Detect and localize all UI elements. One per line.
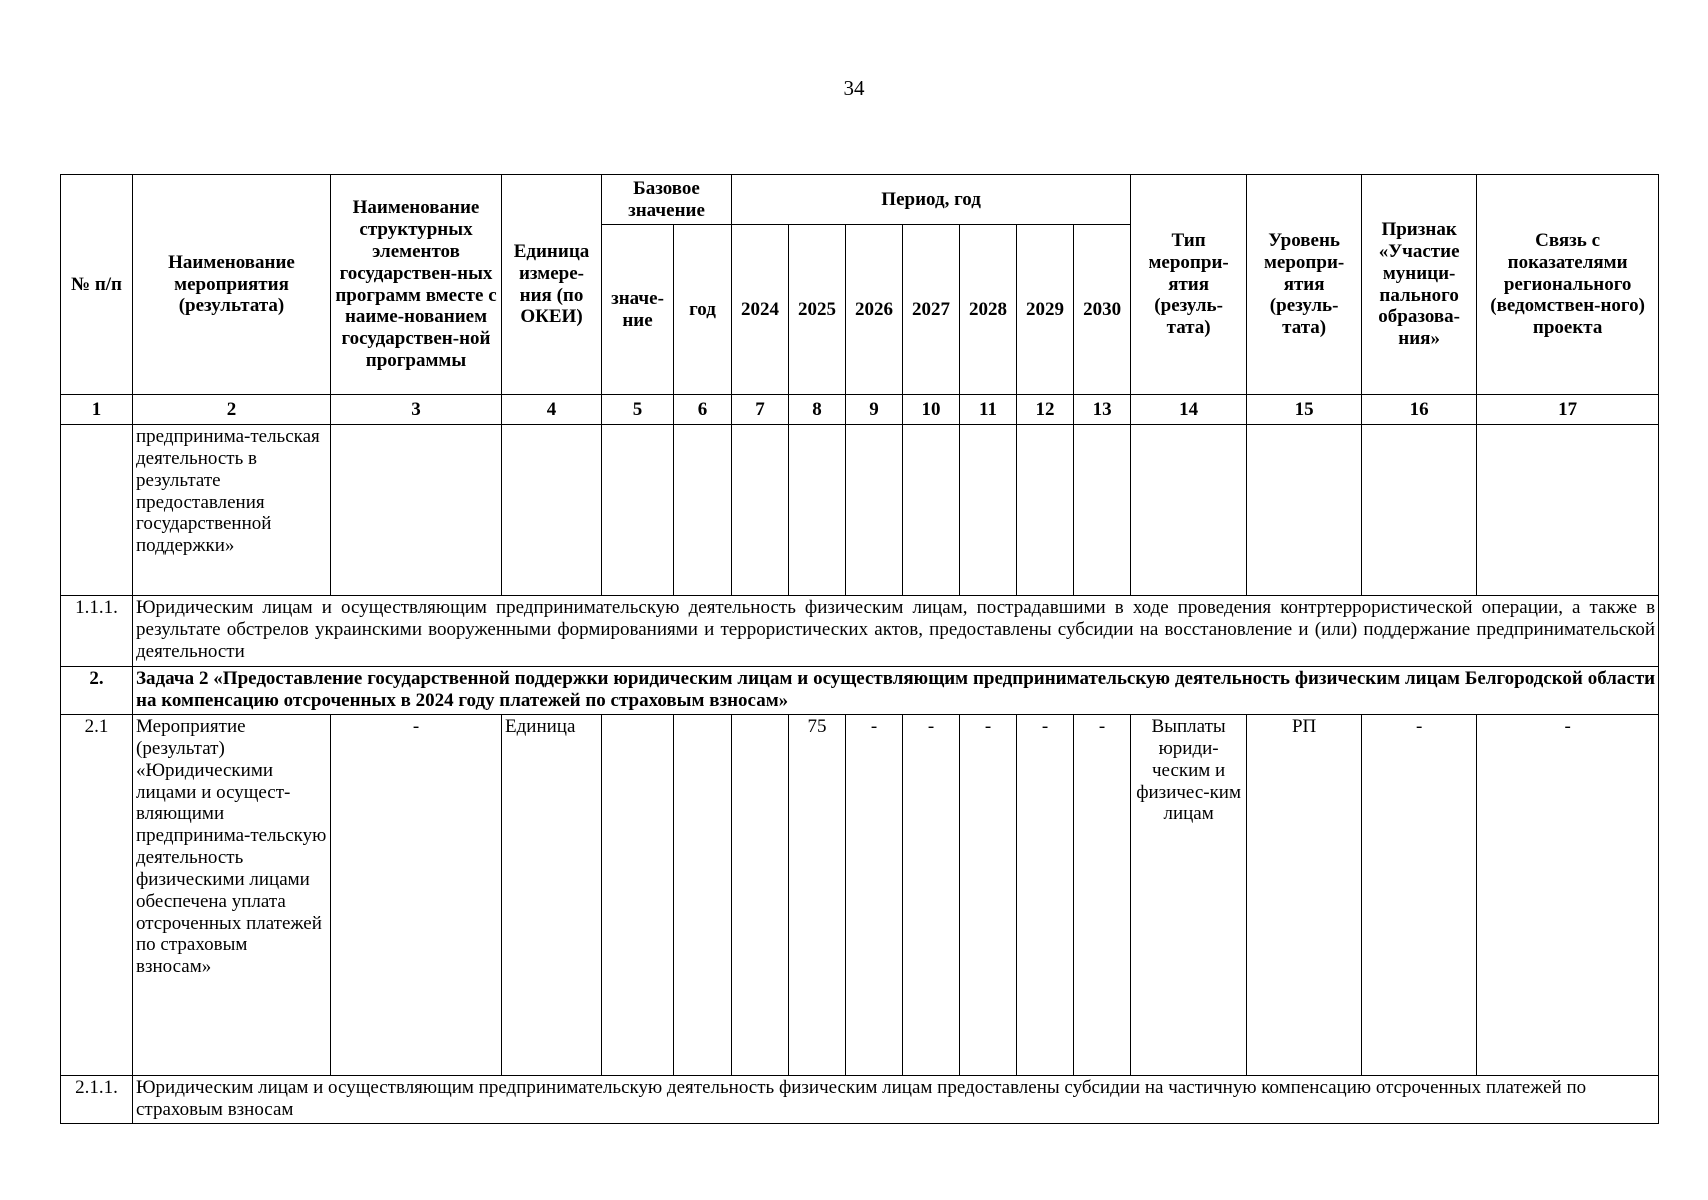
table-row-task-2 (61, 667, 1659, 715)
cell-empty (1247, 425, 1362, 596)
cell-struct: - (331, 715, 502, 1076)
header-year: 2029 (1017, 225, 1074, 395)
column-number: 13 (1074, 395, 1131, 425)
cell-empty (1017, 425, 1074, 596)
cell-num: 2.1 (61, 715, 133, 1076)
cell-empty (846, 425, 903, 596)
header-level: Уровень меропри-ятия (резуль-тата) (1247, 175, 1362, 395)
column-number: 7 (732, 395, 789, 425)
column-number: 5 (602, 395, 674, 425)
header-year: 2026 (846, 225, 903, 395)
cell-year-value: - (1017, 715, 1074, 1076)
column-number: 15 (1247, 395, 1362, 425)
cell-empty (1362, 425, 1477, 596)
header-link: Связь с показателями регионального (ведомствен-ного) проекта (1477, 175, 1659, 395)
header-name: Наименование мероприятия (результата) (133, 175, 331, 395)
column-number: 2 (133, 395, 331, 425)
header-unit: Единица измере-ния (по ОКЕИ) (502, 175, 602, 395)
table-row-2-1 (61, 715, 1659, 1076)
column-number: 4 (502, 395, 602, 425)
header-num: № п/п (61, 175, 133, 395)
table-row-2-1-1 (61, 1076, 1659, 1124)
cell-merged-text: Юридическим лицам и осуществляющим предпринимательскую деятельность физическим лицам предоставлены субсидии на частичную компенсацию отсроченных платежей по страховым взносам (133, 1076, 1659, 1124)
cell-empty (732, 425, 789, 596)
cell-unit: Единица (502, 715, 602, 1076)
cell-empty (674, 425, 732, 596)
cell-year-value: - (903, 715, 960, 1076)
header-year: 2027 (903, 225, 960, 395)
cell-type: Выплаты юриди-ческим и физичес-ким лицам (1131, 715, 1247, 1076)
header-sign: Признак «Участие муници-пального образова-ния» (1362, 175, 1477, 395)
header-type: Тип меропри-ятия (резуль-тата) (1131, 175, 1247, 395)
header-base-value: значе-ние (602, 225, 674, 395)
table-row-1-1-1 (61, 596, 1659, 667)
cell-empty (789, 425, 846, 596)
header-year: 2024 (732, 225, 789, 395)
cell-year-value: 75 (789, 715, 846, 1076)
cell-name: предпринима-тельская деятельность в результате предоставления государственной поддержки» (133, 425, 331, 596)
header-period-group: Период, год (732, 175, 1131, 225)
column-number: 6 (674, 395, 732, 425)
cell-empty (331, 425, 502, 596)
column-number: 12 (1017, 395, 1074, 425)
column-numbers-row (61, 395, 1659, 425)
column-number: 8 (789, 395, 846, 425)
column-number: 9 (846, 395, 903, 425)
cell-empty (502, 425, 602, 596)
header-struct: Наименование структурных элементов государствен-ных программ вместе с наиме-нованием государствен-ной программы (331, 175, 502, 395)
cell-link: - (1477, 715, 1659, 1076)
page-number: 34 (843, 76, 865, 100)
header-year: 2028 (960, 225, 1017, 395)
table-row-continued (61, 425, 1659, 596)
column-number: 17 (1477, 395, 1659, 425)
cell-num: 2. (61, 667, 133, 715)
column-number: 10 (903, 395, 960, 425)
cell-level: РП (1247, 715, 1362, 1076)
column-number: 16 (1362, 395, 1477, 425)
cell-empty (602, 425, 674, 596)
header-year: 2030 (1074, 225, 1131, 395)
cell-num (61, 425, 133, 596)
header-base-group: Базовое значение (602, 175, 732, 225)
cell-year-value (732, 715, 789, 1076)
cell-year-value: - (846, 715, 903, 1076)
cell-sign: - (1362, 715, 1477, 1076)
program-activities-table (60, 174, 1659, 1124)
header-base-year: год (674, 225, 732, 395)
header-year: 2025 (789, 225, 846, 395)
column-number: 1 (61, 395, 133, 425)
header-row-1 (61, 175, 1659, 225)
cell-task-text: Задача 2 «Предоставление государственной поддержки юридическим лицам и осуществляющим предпринимательскую деятельность физическим лицам Белгородской области на компенсацию отсроченных в 2024 году платежей по страховым взносам» (133, 667, 1659, 715)
cell-base-value (602, 715, 674, 1076)
cell-num: 2.1.1. (61, 1076, 133, 1124)
cell-empty (1131, 425, 1247, 596)
column-number: 14 (1131, 395, 1247, 425)
cell-merged-text: Юридическим лицам и осуществляющим предпринимательскую деятельность физическим лицам, пострадавшими в ходе проведения контртеррористической операции, а также в результате обстрелов украинскими вооруженными формированиями и террористических актов, предоставлены субсидии на восстановление и (или) поддержание предпринимательской деятельности (133, 596, 1659, 667)
column-number: 3 (331, 395, 502, 425)
cell-name: Мероприятие (результат) «Юридическими лицами и осущест-вляющими предпринима-тельскую деятельность физическими лицами обеспечена уплата отсроченных платежей по страховым взносам» (133, 715, 331, 1076)
cell-empty (903, 425, 960, 596)
cell-base-year (674, 715, 732, 1076)
cell-year-value: - (1074, 715, 1131, 1076)
cell-empty (960, 425, 1017, 596)
cell-empty (1477, 425, 1659, 596)
cell-year-value: - (960, 715, 1017, 1076)
cell-empty (1074, 425, 1131, 596)
cell-num: 1.1.1. (61, 596, 133, 667)
column-number: 11 (960, 395, 1017, 425)
